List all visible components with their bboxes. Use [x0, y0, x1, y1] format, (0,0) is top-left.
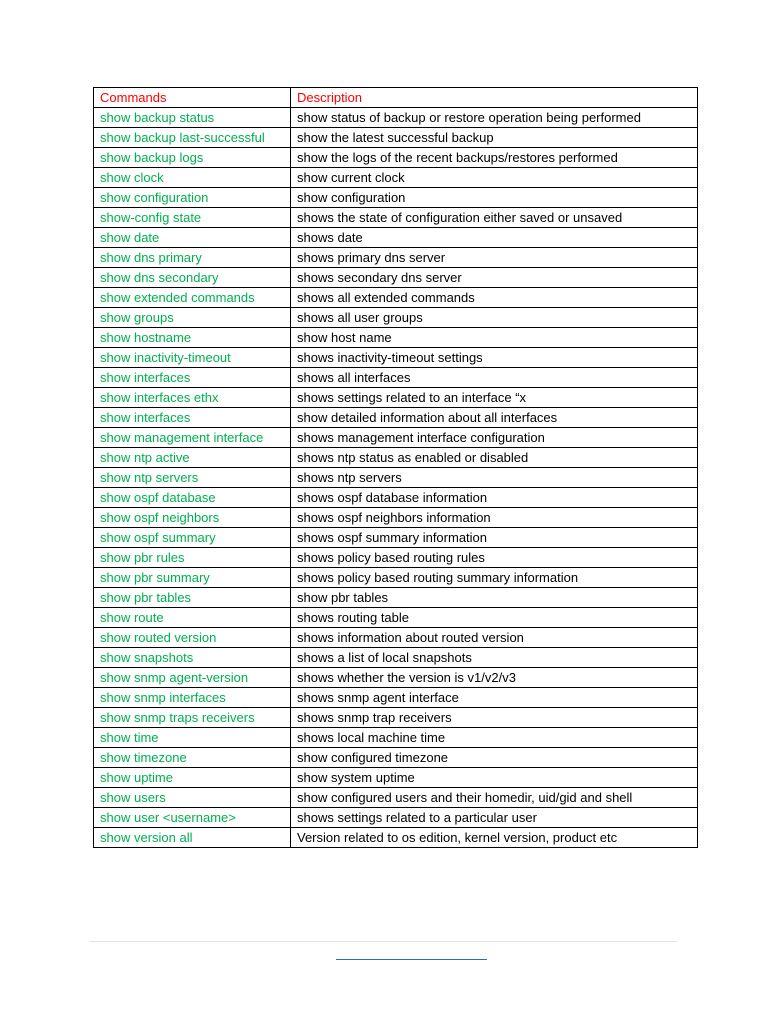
commands-column-header: Commands — [94, 88, 291, 108]
command-cell: show pbr summary — [94, 568, 291, 588]
command-cell: show configuration — [94, 188, 291, 208]
command-cell: show time — [94, 728, 291, 748]
command-cell: show backup last-successful — [94, 128, 291, 148]
table-row — [94, 808, 698, 828]
description-cell: shows whether the version is v1/v2/v3 — [291, 668, 698, 688]
table-row — [94, 728, 698, 748]
description-cell: shows a list of local snapshots — [291, 648, 698, 668]
table-row — [94, 148, 698, 168]
command-cell: show-config state — [94, 208, 291, 228]
table-row — [94, 588, 698, 608]
command-cell: show ospf database — [94, 488, 291, 508]
command-cell: show snmp interfaces — [94, 688, 291, 708]
table-row — [94, 708, 698, 728]
description-cell: shows settings related to an interface “x — [291, 388, 698, 408]
description-cell: show the logs of the recent backups/restores performed — [291, 148, 698, 168]
description-cell: shows routing table — [291, 608, 698, 628]
command-cell: show hostname — [94, 328, 291, 348]
commands-table — [93, 87, 698, 848]
table-row — [94, 328, 698, 348]
command-cell: show timezone — [94, 748, 291, 768]
command-cell: show groups — [94, 308, 291, 328]
description-cell: show configured timezone — [291, 748, 698, 768]
description-cell: shows ospf neighbors information — [291, 508, 698, 528]
table-row — [94, 788, 698, 808]
command-cell: show ospf summary — [94, 528, 291, 548]
description-cell: shows the state of configuration either saved or unsaved — [291, 208, 698, 228]
command-cell: show interfaces ethx — [94, 388, 291, 408]
description-cell: show host name — [291, 328, 698, 348]
command-cell: show backup logs — [94, 148, 291, 168]
command-cell: show pbr tables — [94, 588, 291, 608]
table-row — [94, 768, 698, 788]
description-cell: shows all user groups — [291, 308, 698, 328]
table-row — [94, 348, 698, 368]
table-row — [94, 468, 698, 488]
table-row — [94, 428, 698, 448]
table-row — [94, 388, 698, 408]
command-cell: show backup status — [94, 108, 291, 128]
command-cell: show user <username> — [94, 808, 291, 828]
description-cell: show the latest successful backup — [291, 128, 698, 148]
command-cell: show interfaces — [94, 368, 291, 388]
table-row — [94, 188, 698, 208]
description-cell: shows ntp servers — [291, 468, 698, 488]
command-cell: show date — [94, 228, 291, 248]
description-cell: shows local machine time — [291, 728, 698, 748]
description-column-header: Description — [291, 88, 698, 108]
description-cell: show current clock — [291, 168, 698, 188]
command-cell: show pbr rules — [94, 548, 291, 568]
command-cell: show ntp active — [94, 448, 291, 468]
table-header-row — [94, 88, 698, 108]
command-cell: show route — [94, 608, 291, 628]
command-cell: show routed version — [94, 628, 291, 648]
commands-table-body — [94, 88, 698, 848]
table-row — [94, 208, 698, 228]
table-row — [94, 168, 698, 188]
description-cell: shows ospf summary information — [291, 528, 698, 548]
description-cell: shows inactivity-timeout settings — [291, 348, 698, 368]
command-cell: show dns primary — [94, 248, 291, 268]
command-cell: show snmp agent-version — [94, 668, 291, 688]
description-cell: shows date — [291, 228, 698, 248]
table-row — [94, 308, 698, 328]
description-cell: shows all interfaces — [291, 368, 698, 388]
footer-divider — [90, 941, 677, 942]
description-cell: Version related to os edition, kernel version, product etc — [291, 828, 698, 848]
command-cell: show snmp traps receivers — [94, 708, 291, 728]
description-cell: shows ospf database information — [291, 488, 698, 508]
description-cell: show configured users and their homedir, uid/gid and shell — [291, 788, 698, 808]
description-cell: show detailed information about all interfaces — [291, 408, 698, 428]
table-row — [94, 228, 698, 248]
command-cell: show version all — [94, 828, 291, 848]
command-cell: show extended commands — [94, 288, 291, 308]
command-cell: show snapshots — [94, 648, 291, 668]
command-cell: show uptime — [94, 768, 291, 788]
table-row — [94, 128, 698, 148]
table-row — [94, 688, 698, 708]
command-cell: show management interface — [94, 428, 291, 448]
table-row — [94, 608, 698, 628]
command-cell: show ntp servers — [94, 468, 291, 488]
description-cell: show system uptime — [291, 768, 698, 788]
table-row — [94, 488, 698, 508]
description-cell: shows management interface configuration — [291, 428, 698, 448]
description-cell: shows primary dns server — [291, 248, 698, 268]
description-cell: show status of backup or restore operation being performed — [291, 108, 698, 128]
table-row — [94, 288, 698, 308]
table-row — [94, 648, 698, 668]
table-row — [94, 268, 698, 288]
command-cell: show ospf neighbors — [94, 508, 291, 528]
description-cell: shows snmp agent interface — [291, 688, 698, 708]
description-cell: shows secondary dns server — [291, 268, 698, 288]
table-row — [94, 368, 698, 388]
description-cell: shows snmp trap receivers — [291, 708, 698, 728]
description-cell: shows ntp status as enabled or disabled — [291, 448, 698, 468]
command-cell: show users — [94, 788, 291, 808]
table-row — [94, 108, 698, 128]
table-row — [94, 628, 698, 648]
description-cell: show configuration — [291, 188, 698, 208]
table-row — [94, 408, 698, 428]
command-cell: show interfaces — [94, 408, 291, 428]
command-cell: show clock — [94, 168, 291, 188]
footer-link-underline[interactable] — [336, 959, 487, 960]
table-row — [94, 248, 698, 268]
table-row — [94, 508, 698, 528]
description-cell: shows settings related to a particular user — [291, 808, 698, 828]
description-cell: show pbr tables — [291, 588, 698, 608]
description-cell: shows all extended commands — [291, 288, 698, 308]
table-row — [94, 448, 698, 468]
table-row — [94, 668, 698, 688]
command-cell: show inactivity-timeout — [94, 348, 291, 368]
table-row — [94, 528, 698, 548]
description-cell: shows policy based routing summary information — [291, 568, 698, 588]
table-row — [94, 828, 698, 848]
table-row — [94, 548, 698, 568]
description-cell: shows information about routed version — [291, 628, 698, 648]
table-row — [94, 568, 698, 588]
description-cell: shows policy based routing rules — [291, 548, 698, 568]
table-row — [94, 748, 698, 768]
command-cell: show dns secondary — [94, 268, 291, 288]
